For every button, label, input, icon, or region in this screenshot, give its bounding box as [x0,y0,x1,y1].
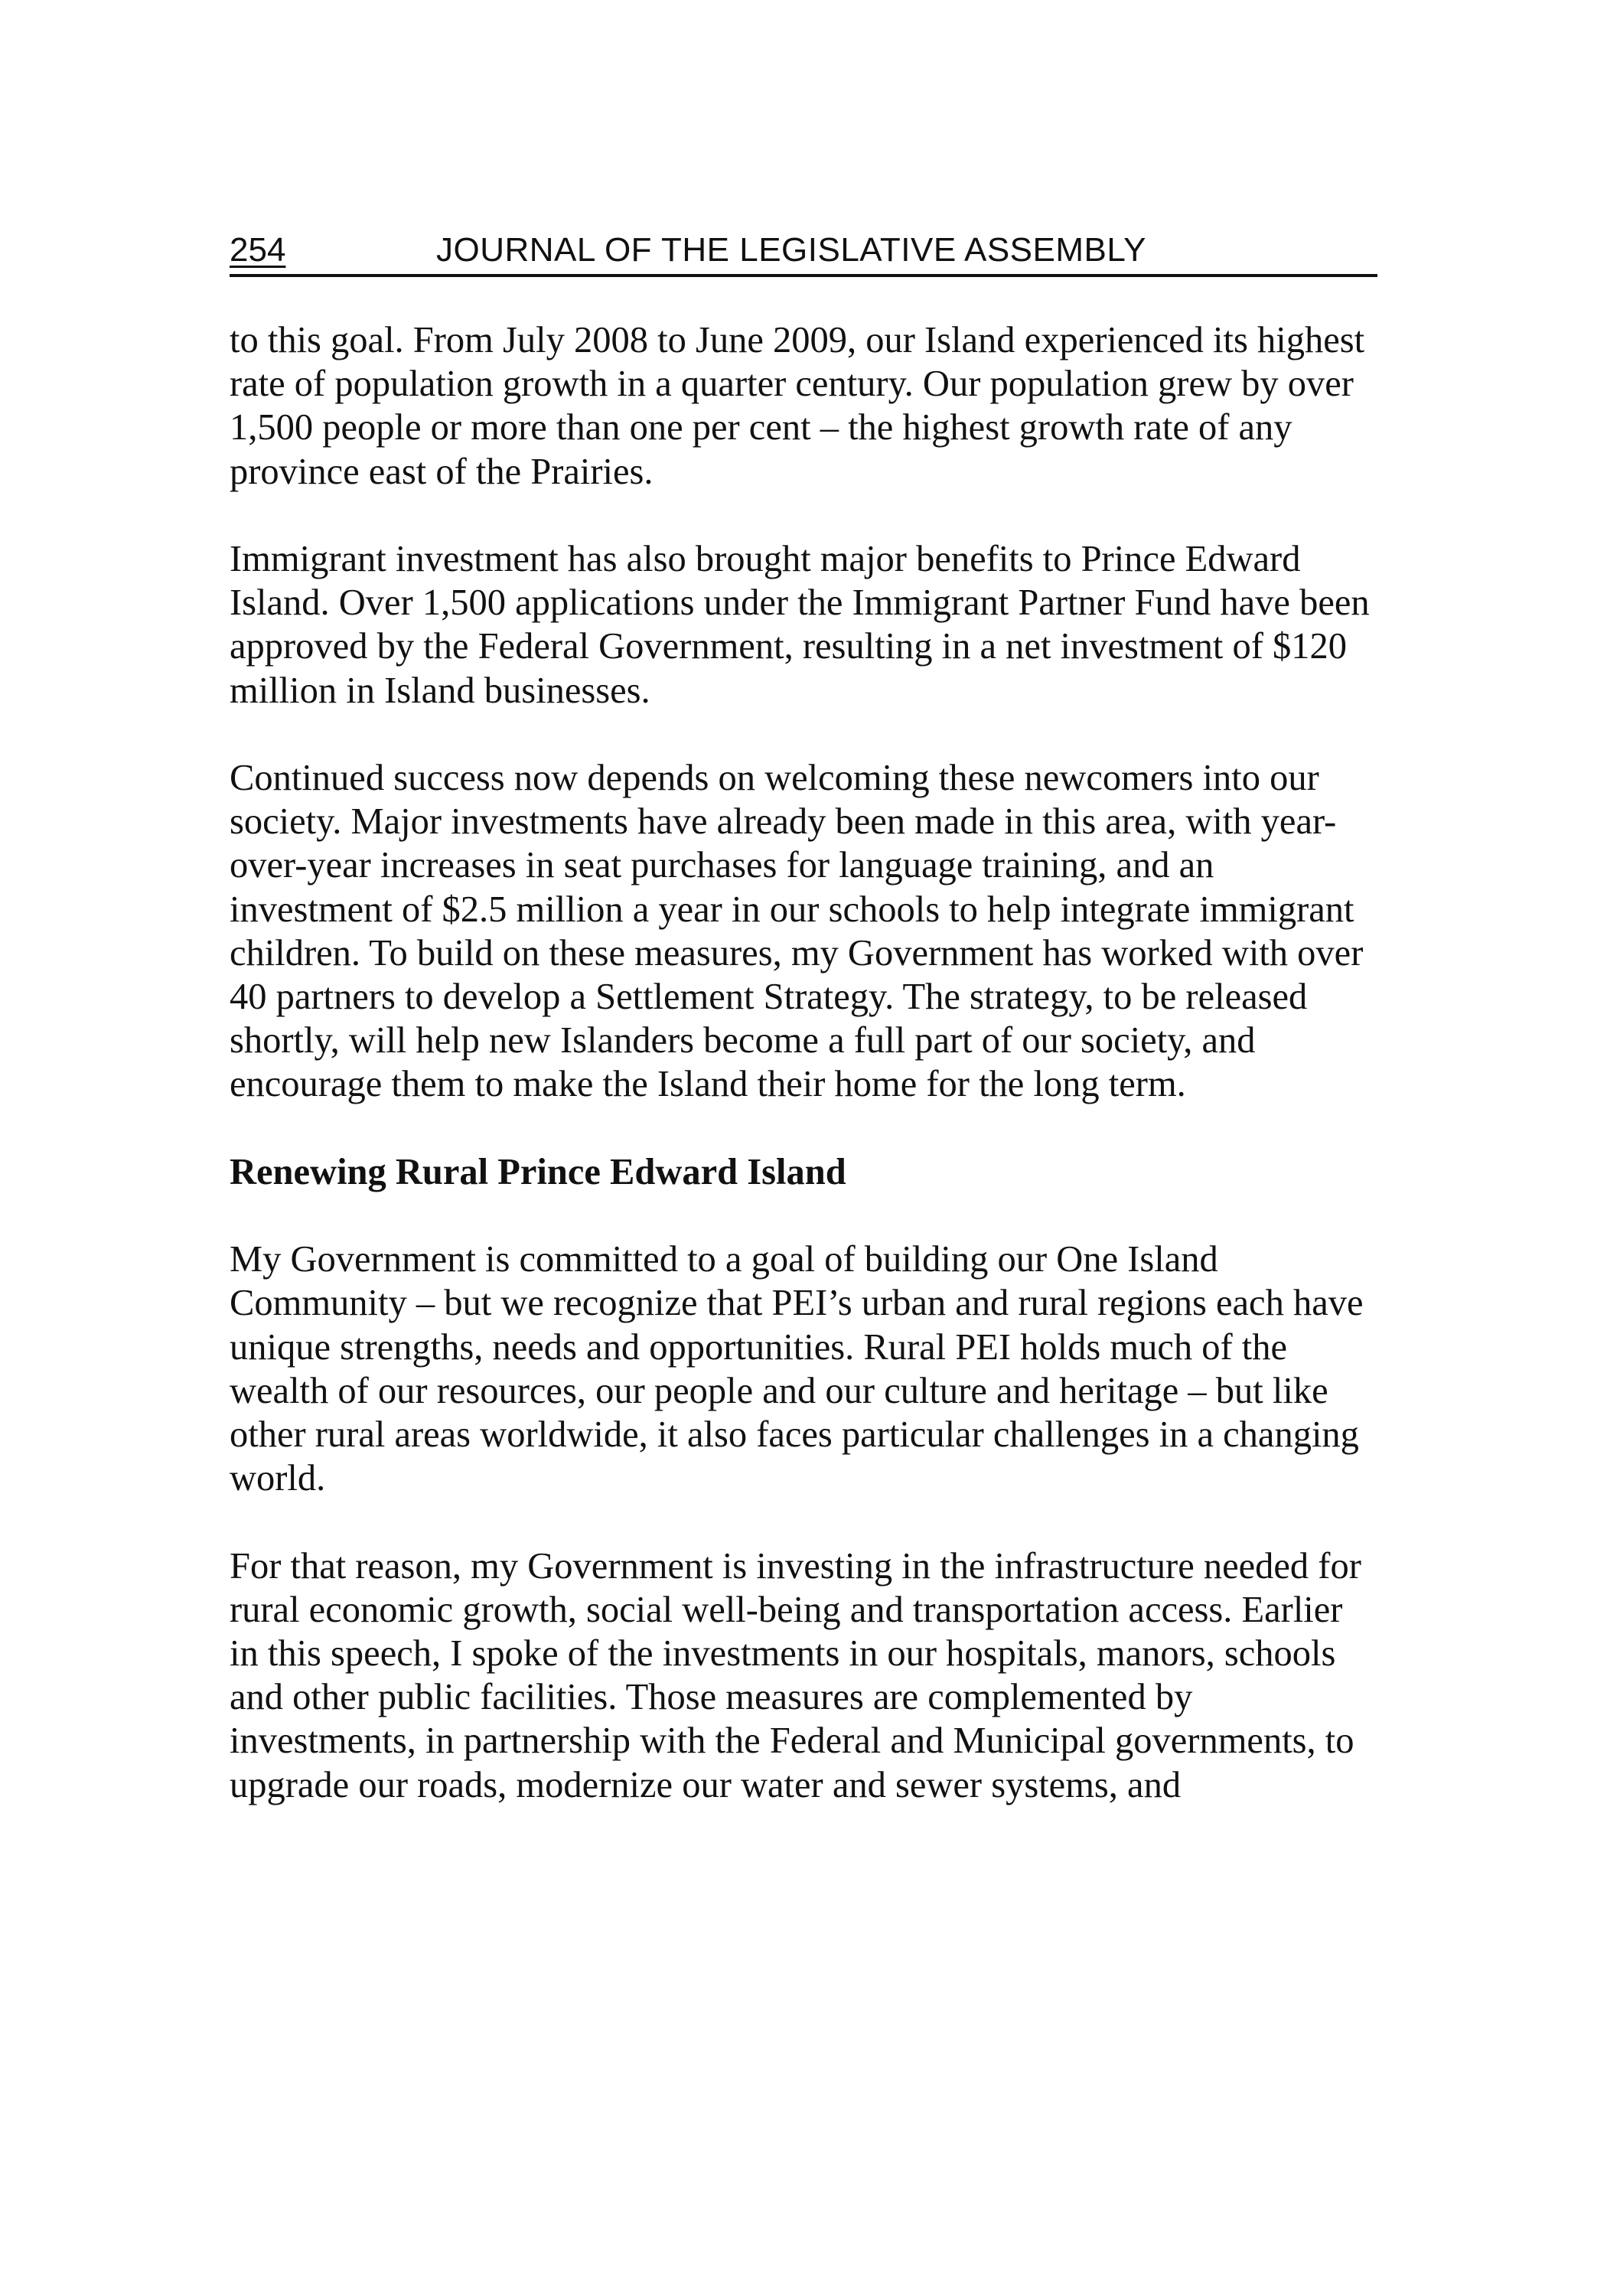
running-header [230,227,1377,277]
paragraph-population-growth: to this goal. From July 2008 to June 2009, our Island experienced its highest rate of population growth in a quarter century. Our population grew by over 1,500 people or more than one per cent – the highest growth rate of any province east of the Prairies. [230,320,1365,492]
page-number: 254 [230,231,286,269]
section-heading: Renewing Rural Prince Edward Island [230,1151,846,1192]
paragraph-one-island-community: My Government is committed to a goal of building our One Island Community – but we recognize that PEI’s urban and rural regions each have unique strengths, needs and opportunities. Rural PEI holds much of the wealth of our resources, our people and our culture and heritage – but like other rural areas worldwide, it also faces particular challenges in a changing world. [230,1239,1364,1499]
journal-title: JOURNAL OF THE LEGISLATIVE ASSEMBLY [436,231,1146,269]
paragraph-immigrant-investment: Immigrant investment has also brought major benefits to Prince Edward Island. Over 1,500 applications under the Immigrant Partner Fund have been approved by the Federal Government, resulting in a net investment of $120 million in Island businesses. [230,539,1370,711]
paragraph-settlement-strategy: Continued success now depends on welcoming these newcomers into our society. Major investments have already been made in this area, with year-over-year increases in seat purchases for language training, and an investment of $2.5 million a year in our schools to help integrate immigrant children. To build on these measures, my Government has worked with over 40 partners to develop a Settlement Strategy. The strategy, to be released shortly, will help new Islanders become a full part of our society, and encourage them to make the Island their home for the long term. [230,758,1364,1105]
body-text [230,318,1377,1807]
paragraph-rural-infrastructure: For that reason, my Government is investing in the infrastructure needed for rural economic growth, social well-being and transportation access. Earlier in this speech, I spoke of the investments in our hospitals, manors, schools and other public facilities. Those measures are complemented by investments, in partnership with the Federal and Municipal governments, to upgrade our roads, modernize our water and sewer systems, and [230,1545,1361,1805]
